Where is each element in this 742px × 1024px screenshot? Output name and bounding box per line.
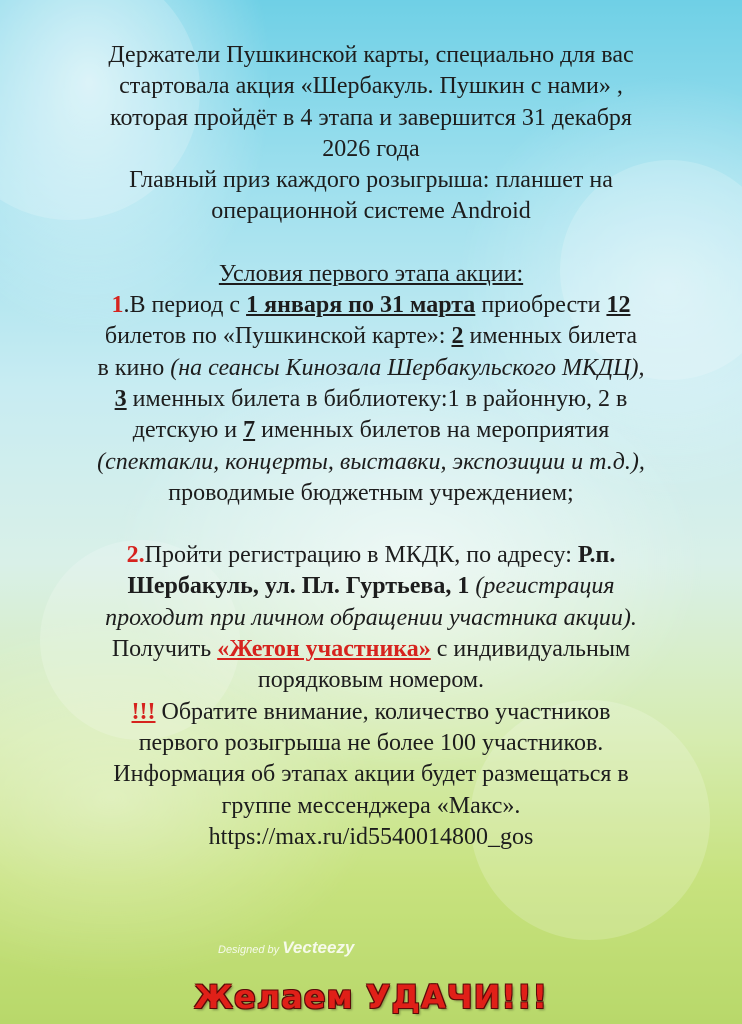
notice-line: Информация об этапах акции будет размещаться в	[113, 761, 629, 788]
intro-line: 2026 года	[322, 135, 420, 162]
step1-number: 1	[111, 292, 124, 319]
notice-line: первого розыгрыша не более 100 участников.	[138, 729, 604, 756]
registration-note: проходит при личном обращении участника акции).	[105, 604, 637, 631]
step1-text: 2 в	[592, 385, 628, 412]
step1-line	[34, 384, 708, 415]
step1-text: билетов по «Пушкинской карте»:	[104, 323, 452, 350]
attention-mark: !!!	[131, 698, 156, 725]
step1-text: именных билета	[463, 323, 638, 350]
step1-line	[34, 415, 708, 446]
step1-text: именных билета в библиотеку:1 в районную,	[126, 385, 593, 412]
watermark-brand: Vecteezy	[282, 938, 355, 957]
step2-line: порядковым номером.	[257, 667, 485, 694]
step1-period: 1 января по 31 марта	[246, 292, 476, 319]
messenger-url[interactable]: https://max.ru/id5540014800_gos	[208, 823, 534, 850]
watermark-prefix: Designed by	[218, 944, 283, 956]
notice-line: группе мессенджера «Макс».	[221, 792, 521, 819]
step1-text: приобрести	[475, 292, 607, 319]
registration-note: (регистрация	[469, 573, 615, 600]
events-count: 7	[243, 417, 256, 444]
address: Шербакуль, ул. Пл. Гуртьева, 1	[127, 573, 470, 600]
cinema-count: 2	[451, 323, 464, 350]
step1-line	[34, 321, 708, 352]
step1-text: детскую и	[132, 417, 244, 444]
good-luck-banner: Желаем УДАЧИ!!!	[193, 978, 549, 1016]
conditions-heading: Условия первого этапа акции:	[218, 260, 524, 287]
step2-line	[34, 540, 708, 571]
step1-line: проводимые бюджетным учреждением;	[168, 479, 574, 506]
prize-line: Главный приз каждого розыгрыша: планшет на	[129, 167, 613, 194]
intro-line: стартовала акция «Шербакуль. Пушкин с нами» ,	[119, 73, 623, 100]
notice-text: Обратите внимание, количество участников	[155, 698, 611, 725]
tickets-total: 12	[606, 292, 631, 319]
intro-line: Держатели Пушкинской карты, специально для вас	[108, 42, 634, 68]
library-count: 3	[114, 385, 127, 412]
step1-text: именных билетов на мероприятия	[255, 417, 610, 444]
cinema-note: (на сеансы Кинозала Шербакульского МКДЦ),	[170, 354, 645, 381]
notice-line	[34, 697, 708, 728]
watermark	[218, 938, 368, 958]
intro-line: которая пройдёт в 4 этапа и завершится 31 декабря	[110, 104, 632, 131]
step2-line	[34, 634, 708, 665]
step1-text: в кино	[97, 354, 171, 381]
step2-text: Пройти регистрацию в МКДК, по адресу:	[144, 542, 578, 569]
step2-text: с индивидуальным	[430, 636, 631, 663]
announcement-text	[34, 40, 708, 853]
step2-line	[34, 571, 708, 602]
prize-line: операционной системе Android	[211, 198, 531, 225]
step1-line	[34, 353, 708, 384]
step2-text: Получить	[111, 636, 218, 663]
participant-token: «Жетон участника»	[217, 636, 431, 663]
events-note: (спектакли, концерты, выставки, экспозиции и т.д.),	[97, 448, 645, 475]
step1-line	[34, 290, 708, 321]
step2-number: 2.	[126, 542, 145, 569]
step1-text: .В период с	[123, 292, 247, 319]
address: Р.п.	[577, 542, 616, 569]
